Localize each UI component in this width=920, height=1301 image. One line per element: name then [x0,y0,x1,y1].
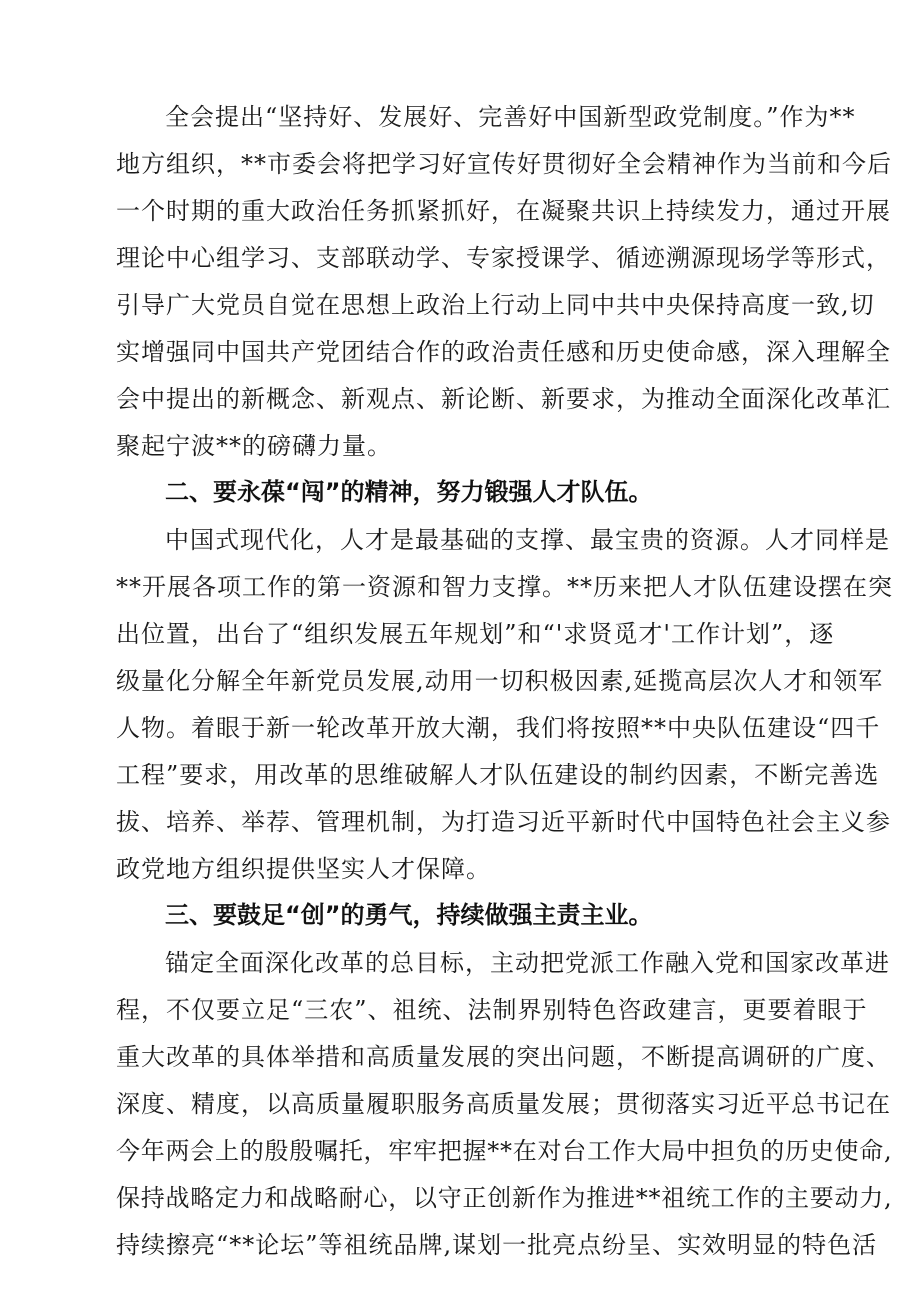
paragraph-line: 工程”要求，用改革的思维破解人才队伍建设的制约因素，不断完善选 [116,761,880,789]
paragraph-line: 实增强同中国共产党团结合作的政治责任感和历史使命感，深入理解全 [116,338,891,366]
paragraph-line: 锚定全面深化改革的总目标，主动把党派工作融入党和国家改革进 [165,949,890,977]
paragraph-line: 政党地方组织提供坚实人才保障。 [116,855,491,883]
section-heading-3: 三、要鼓足“创”的勇气，持续做强主责主业。 [165,901,653,929]
section-heading-2: 二、要永葆“闯”的精神，努力锻强人才队伍。 [165,478,653,506]
paragraph-line: 理论中心组学习、支部联动学、专家授课学、循迹溯源现场学等形式， [116,244,891,272]
paragraph-line: 会中提出的新概念、新观点、新论断、新要求，为推动全面深化改革汇 [116,385,891,413]
paragraph-line: **开展各项工作的第一资源和智力支撑。**历来把人才队伍建设摆在突 [116,573,893,601]
paragraph-line: 今年两会上的殷殷嘱托，牢牢把握**在对台工作大局中担负的历史使命, [116,1137,893,1165]
paragraph-line: 中国式现代化，人才是最基础的支撑、最宝贵的资源。人才同样是 [165,526,890,554]
paragraph-line: 保持战略定力和战略耐心，以守正创新作为推进**祖统工作的主要动力, [116,1184,893,1212]
paragraph-line: 人物。着眼于新一轮改革开放大潮，我们将按照**中央队伍建设“四千 [116,714,881,742]
paragraph-line: 拔、培养、举荐、管理机制，为打造习近平新时代中国特色社会主义参 [116,808,891,836]
paragraph-line: 聚起宁波**的磅礴力量。 [116,432,392,460]
paragraph-line: 持续擦亮“**论坛”等祖统品牌,谋划一批亮点纷呈、实效明显的特色活 [116,1231,878,1259]
paragraph-line: 重大改革的具体举措和高质量发展的突出问题，不断提高调研的广度、 [116,1043,891,1071]
paragraph-line: 地方组织，**市委会将把学习好宣传好贯彻好全会精神作为当前和今后 [116,150,892,178]
paragraph-line: 出位置，出台了“组织发展五年规划”和“'求贤觅才'工作计划”，逐 [116,620,835,648]
paragraph-line: 一个时期的重大政治任务抓紧抓好，在凝聚共识上持续发力，通过开展 [116,197,891,225]
paragraph-line: 全会提出“坚持好、发展好、完善好中国新型政党制度。”作为** [165,103,856,131]
paragraph-line: 级量化分解全年新党员发展,动用一切积极因素,延揽高层次人才和领军 [116,667,884,695]
paragraph-line: 程，不仅要立足“三农”、祖统、法制界别特色咨政建言，更要着眼于 [116,996,868,1024]
paragraph-line: 深度、精度，以高质量履职服务高质量发展；贯彻落实习近平总书记在 [116,1090,891,1118]
paragraph-line: 引导广大党员自觉在思想上政治上行动上同中共中央保持高度一致,切 [116,291,875,319]
